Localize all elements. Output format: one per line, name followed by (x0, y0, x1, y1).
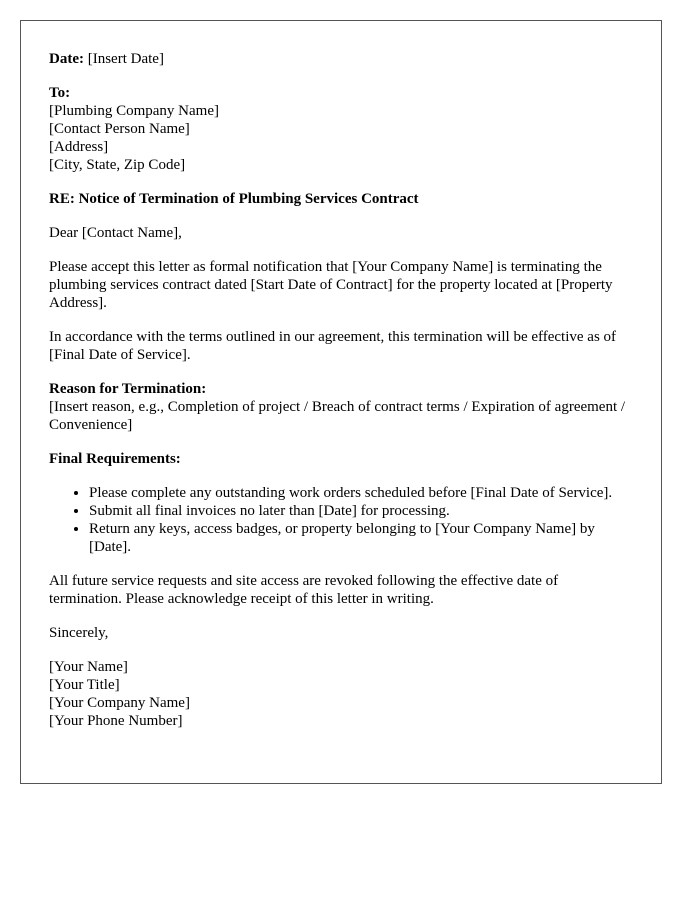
signature-company: [Your Company Name] (49, 695, 190, 711)
requirements-heading: Final Requirements: (49, 451, 181, 467)
recipient-label: To: (49, 85, 71, 101)
signature-phone: [Your Phone Number] (49, 713, 183, 729)
reason-section (49, 380, 633, 434)
reason-heading: Reason for Termination: (49, 381, 207, 397)
list-item: • Submit all final invoices no later than [Date] for processing. (89, 502, 633, 520)
date-line (49, 50, 633, 68)
reason-text: [Insert reason, e.g., Completion of project / Breach of contract terms / Expiration of agreement / Convenience] (49, 399, 626, 433)
date-label: Date: (49, 51, 84, 67)
recipient-city-state-zip: [City, State, Zip Code] (49, 157, 186, 173)
requirements-list (49, 484, 633, 556)
recipient-block (49, 84, 633, 174)
closing-paragraph: All future service requests and site access are revoked following the effective date of termination. Please acknowledge receipt of this letter in writing. (49, 573, 559, 607)
recipient-address: [Address] (49, 139, 109, 155)
recipient-contact: [Contact Person Name] (49, 121, 190, 137)
list-item: • Please complete any outstanding work orders scheduled before [Final Date of Service]. (89, 484, 633, 502)
subject-line: RE: Notice of Termination of Plumbing Services Contract (49, 191, 419, 207)
letter-page (20, 20, 662, 784)
signature-title: [Your Title] (49, 677, 120, 693)
signature-block (49, 658, 633, 730)
salutation: Dear [Contact Name], (49, 225, 182, 241)
closing-phrase: Sincerely, (49, 625, 109, 641)
intro-paragraph: Please accept this letter as formal notification that [Your Company Name] is terminating the plumbing services contract dated [Start Date of Contract] for the property located at [Property Address]. (49, 259, 613, 311)
list-item: • Return any keys, access badges, or property belonging to [Your Company Name] by [Date]. (89, 520, 633, 556)
date-value: [Insert Date] (83, 51, 164, 67)
effective-date-paragraph: In accordance with the terms outlined in our agreement, this termination will be effective as of [Final Date of Service]. (49, 329, 617, 363)
recipient-company: [Plumbing Company Name] (49, 103, 219, 119)
signature-name: [Your Name] (49, 659, 128, 675)
